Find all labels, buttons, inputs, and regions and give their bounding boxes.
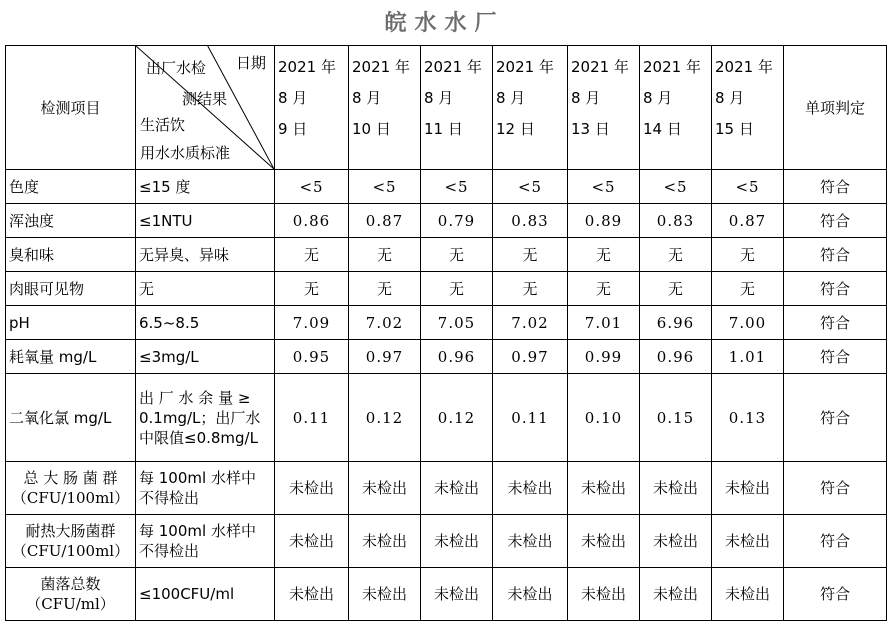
item-name: 耗氧量 mg/L [6, 340, 136, 374]
result-value: 0.13 [712, 374, 784, 462]
judgment-value: 符合 [784, 462, 887, 515]
result-value: <5 [275, 170, 349, 204]
result-value: 未检出 [421, 462, 493, 515]
header-judgment-label: 单项判定 [784, 46, 887, 170]
result-value: 7.05 [421, 306, 493, 340]
table-row [6, 204, 887, 238]
result-value: 未检出 [349, 568, 421, 621]
table-row [6, 170, 887, 204]
standard-value: 出 厂 水 余 量 ≥ 0.1mg/L；出厂水 中限值≤0.8mg/L [136, 374, 275, 462]
table-row [6, 374, 887, 462]
table-row [6, 568, 887, 621]
header-result-line-1: 出厂水检 [146, 59, 207, 77]
header-date-label: 日期 [235, 54, 266, 72]
result-value: 未检出 [640, 462, 712, 515]
result-value: 未检出 [568, 462, 640, 515]
item-name: 臭和味 [6, 238, 136, 272]
water-quality-table [5, 45, 887, 621]
item-name: 浑浊度 [6, 204, 136, 238]
result-value: 0.79 [421, 204, 493, 238]
result-value: 未检出 [421, 515, 493, 568]
result-value: 未检出 [568, 568, 640, 621]
result-value: 无 [349, 272, 421, 306]
table-row [6, 340, 887, 374]
standard-value: ≤100CFU/ml [136, 568, 275, 621]
judgment-value: 符合 [784, 238, 887, 272]
result-value: 无 [568, 238, 640, 272]
result-value: 未检出 [493, 568, 568, 621]
result-value: 0.97 [349, 340, 421, 374]
result-value: 无 [275, 272, 349, 306]
result-value: 无 [712, 272, 784, 306]
result-value: <5 [712, 170, 784, 204]
result-value: 无 [568, 272, 640, 306]
result-value: <5 [493, 170, 568, 204]
result-value: 0.97 [493, 340, 568, 374]
standard-value: ≤3mg/L [136, 340, 275, 374]
standard-value: 6.5~8.5 [136, 306, 275, 340]
result-value: 0.96 [421, 340, 493, 374]
header-row [6, 46, 887, 170]
result-value: <5 [421, 170, 493, 204]
result-value: 0.86 [275, 204, 349, 238]
standard-value: ≤1NTU [136, 204, 275, 238]
table-row [6, 306, 887, 340]
result-value: 未检出 [712, 568, 784, 621]
header-standard-line-1: 生活饮 [140, 116, 186, 134]
page-title: 皖水水厂 [384, 11, 505, 36]
date-header: 2021 年 8 月 15 日 [712, 46, 784, 170]
result-value: 未检出 [275, 462, 349, 515]
result-value: 7.01 [568, 306, 640, 340]
date-header: 2021 年 8 月 9 日 [275, 46, 349, 170]
item-name: 肉眼可见物 [6, 272, 136, 306]
result-value: 无 [275, 238, 349, 272]
judgment-value: 符合 [784, 272, 887, 306]
header-result-label [146, 53, 266, 115]
result-value: 无 [493, 272, 568, 306]
result-value: 未检出 [275, 568, 349, 621]
result-value: 无 [349, 238, 421, 272]
result-value: 0.95 [275, 340, 349, 374]
result-value: 6.96 [640, 306, 712, 340]
item-name: 耐热大肠菌群 （CFU/100ml） [6, 515, 136, 568]
result-value: 0.11 [275, 374, 349, 462]
result-value: 无 [640, 272, 712, 306]
result-value: 未检出 [640, 515, 712, 568]
date-header: 2021 年 8 月 13 日 [568, 46, 640, 170]
result-value: 未检出 [275, 515, 349, 568]
date-header: 2021 年 8 月 14 日 [640, 46, 712, 170]
header-diagonal-cell [136, 46, 275, 170]
date-header: 2021 年 8 月 10 日 [349, 46, 421, 170]
table-row [6, 272, 887, 306]
result-value: 0.15 [640, 374, 712, 462]
result-value: 0.99 [568, 340, 640, 374]
header-standard-line-2: 用水水质标准 [140, 144, 231, 162]
header-result-line-2: 测结果 [182, 90, 228, 108]
item-name: 二氧化氯 mg/L [6, 374, 136, 462]
table-row [6, 462, 887, 515]
item-name: 总 大 肠 菌 群 （CFU/100ml） [6, 462, 136, 515]
result-value: 7.02 [493, 306, 568, 340]
result-value: 未检出 [421, 568, 493, 621]
standard-value: 无异臭、异味 [136, 238, 275, 272]
result-value: 未检出 [349, 462, 421, 515]
judgment-value: 符合 [784, 374, 887, 462]
result-value: 未检出 [712, 515, 784, 568]
judgment-value: 符合 [784, 204, 887, 238]
result-value: 未检出 [640, 568, 712, 621]
result-value: 无 [493, 238, 568, 272]
result-value: 未检出 [712, 462, 784, 515]
judgment-value: 符合 [784, 306, 887, 340]
table-row [6, 515, 887, 568]
result-value: 0.12 [421, 374, 493, 462]
judgment-value: 符合 [784, 568, 887, 621]
header-item-label: 检测项目 [6, 46, 136, 170]
result-value: 1.01 [712, 340, 784, 374]
result-value: 0.89 [568, 204, 640, 238]
result-value: <5 [640, 170, 712, 204]
date-header: 2021 年 8 月 11 日 [421, 46, 493, 170]
judgment-value: 符合 [784, 340, 887, 374]
result-value: 7.09 [275, 306, 349, 340]
result-value: 0.11 [493, 374, 568, 462]
result-value: 0.87 [712, 204, 784, 238]
result-value: <5 [568, 170, 640, 204]
judgment-value: 符合 [784, 515, 887, 568]
result-value: 未检出 [493, 515, 568, 568]
standard-value: 无 [136, 272, 275, 306]
standard-value: ≤15 度 [136, 170, 275, 204]
result-value: <5 [349, 170, 421, 204]
date-header: 2021 年 8 月 12 日 [493, 46, 568, 170]
result-value: 0.10 [568, 374, 640, 462]
judgment-value: 符合 [784, 170, 887, 204]
table-row [6, 238, 887, 272]
item-name: pH [6, 306, 136, 340]
result-value: 未检出 [568, 515, 640, 568]
result-value: 7.02 [349, 306, 421, 340]
standard-value: 每 100ml 水样中 不得检出 [136, 515, 275, 568]
result-value: 无 [421, 272, 493, 306]
item-name: 色度 [6, 170, 136, 204]
result-value: 0.87 [349, 204, 421, 238]
result-value: 无 [640, 238, 712, 272]
result-value: 0.83 [640, 204, 712, 238]
result-value: 未检出 [493, 462, 568, 515]
result-value: 无 [712, 238, 784, 272]
result-value: 0.96 [640, 340, 712, 374]
item-name: 菌落总数 （CFU/ml） [6, 568, 136, 621]
standard-value: 每 100ml 水样中 不得检出 [136, 462, 275, 515]
result-value: 未检出 [349, 515, 421, 568]
result-value: 7.00 [712, 306, 784, 340]
result-value: 0.12 [349, 374, 421, 462]
result-value: 无 [421, 238, 493, 272]
result-value: 0.83 [493, 204, 568, 238]
header-standard-label [140, 111, 230, 167]
